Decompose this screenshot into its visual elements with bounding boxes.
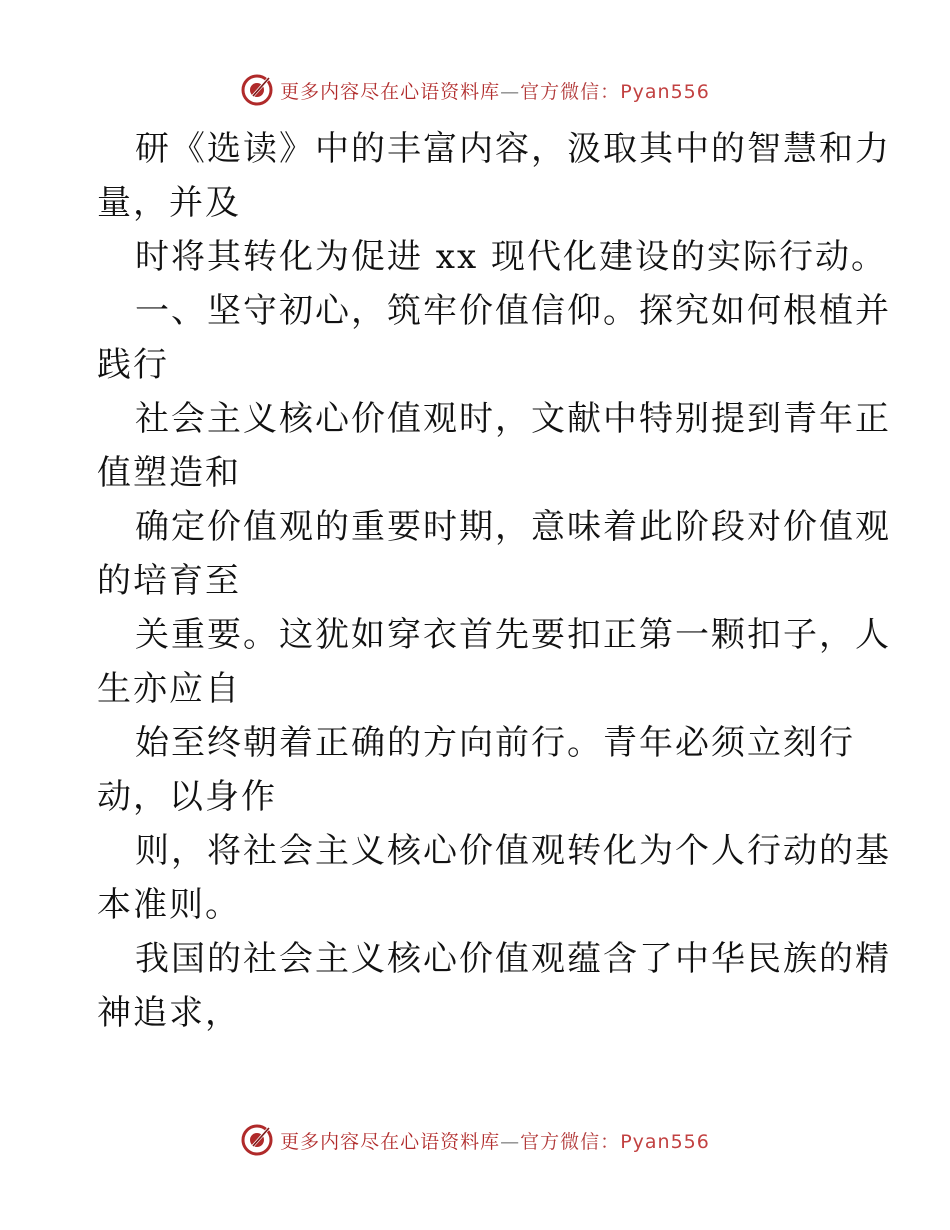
watermark-wechat-id: Pyan556: [620, 80, 710, 103]
watermark-dash: —: [500, 1130, 521, 1153]
text-line: 量，并及: [97, 183, 241, 223]
watermark-main: 更多内容尽在心语资料库: [280, 80, 501, 103]
text-line: 的培育至: [97, 561, 241, 601]
document-body: [97, 122, 891, 1040]
watermark-dash: —: [500, 80, 521, 103]
text-line: 关重要。这犹如穿衣首先要扣正第一颗扣子，人: [135, 615, 891, 655]
text-line: 我国的社会主义核心价值观蕴含了中华民族的精: [135, 939, 891, 979]
text-line: 动，以身作: [97, 777, 277, 817]
text-line: 值塑造和: [97, 453, 241, 493]
watermark-wechat-id: Pyan556: [620, 1130, 710, 1153]
watermark-group: [240, 1123, 710, 1157]
watermark-text: [280, 77, 710, 104]
watermark-sub: 官方微信：: [520, 80, 621, 103]
text-line: 神追求，: [97, 993, 241, 1033]
footer-watermark: [0, 1120, 950, 1160]
text-line: 一、坚守初心，筑牢价值信仰。探究如何根植并: [135, 291, 891, 331]
watermark-group: [240, 73, 710, 107]
text-line: 始至终朝着正确的方向前行。青年必须立刻行: [135, 723, 855, 763]
text-line: 践行: [97, 345, 169, 385]
watermark-sub: 官方微信：: [520, 1130, 621, 1153]
logo-icon: [240, 73, 274, 107]
header-watermark: [0, 70, 950, 110]
watermark-text: [280, 1127, 710, 1154]
watermark-main: 更多内容尽在心语资料库: [280, 1130, 501, 1153]
text-line: 研《选读》中的丰富内容，汲取其中的智慧和力: [135, 129, 891, 169]
text-line: 则，将社会主义核心价值观转化为个人行动的基: [135, 831, 891, 871]
text-line: 本准则。: [97, 885, 241, 925]
text-line: 时将其转化为促进 xx 现代化建设的实际行动。: [135, 237, 887, 277]
logo-icon: [240, 1123, 274, 1157]
text-line: 社会主义核心价值观时，文献中特别提到青年正: [135, 399, 891, 439]
text-line: 确定价值观的重要时期，意味着此阶段对价值观: [135, 507, 891, 547]
text-line: 生亦应自: [97, 669, 241, 709]
